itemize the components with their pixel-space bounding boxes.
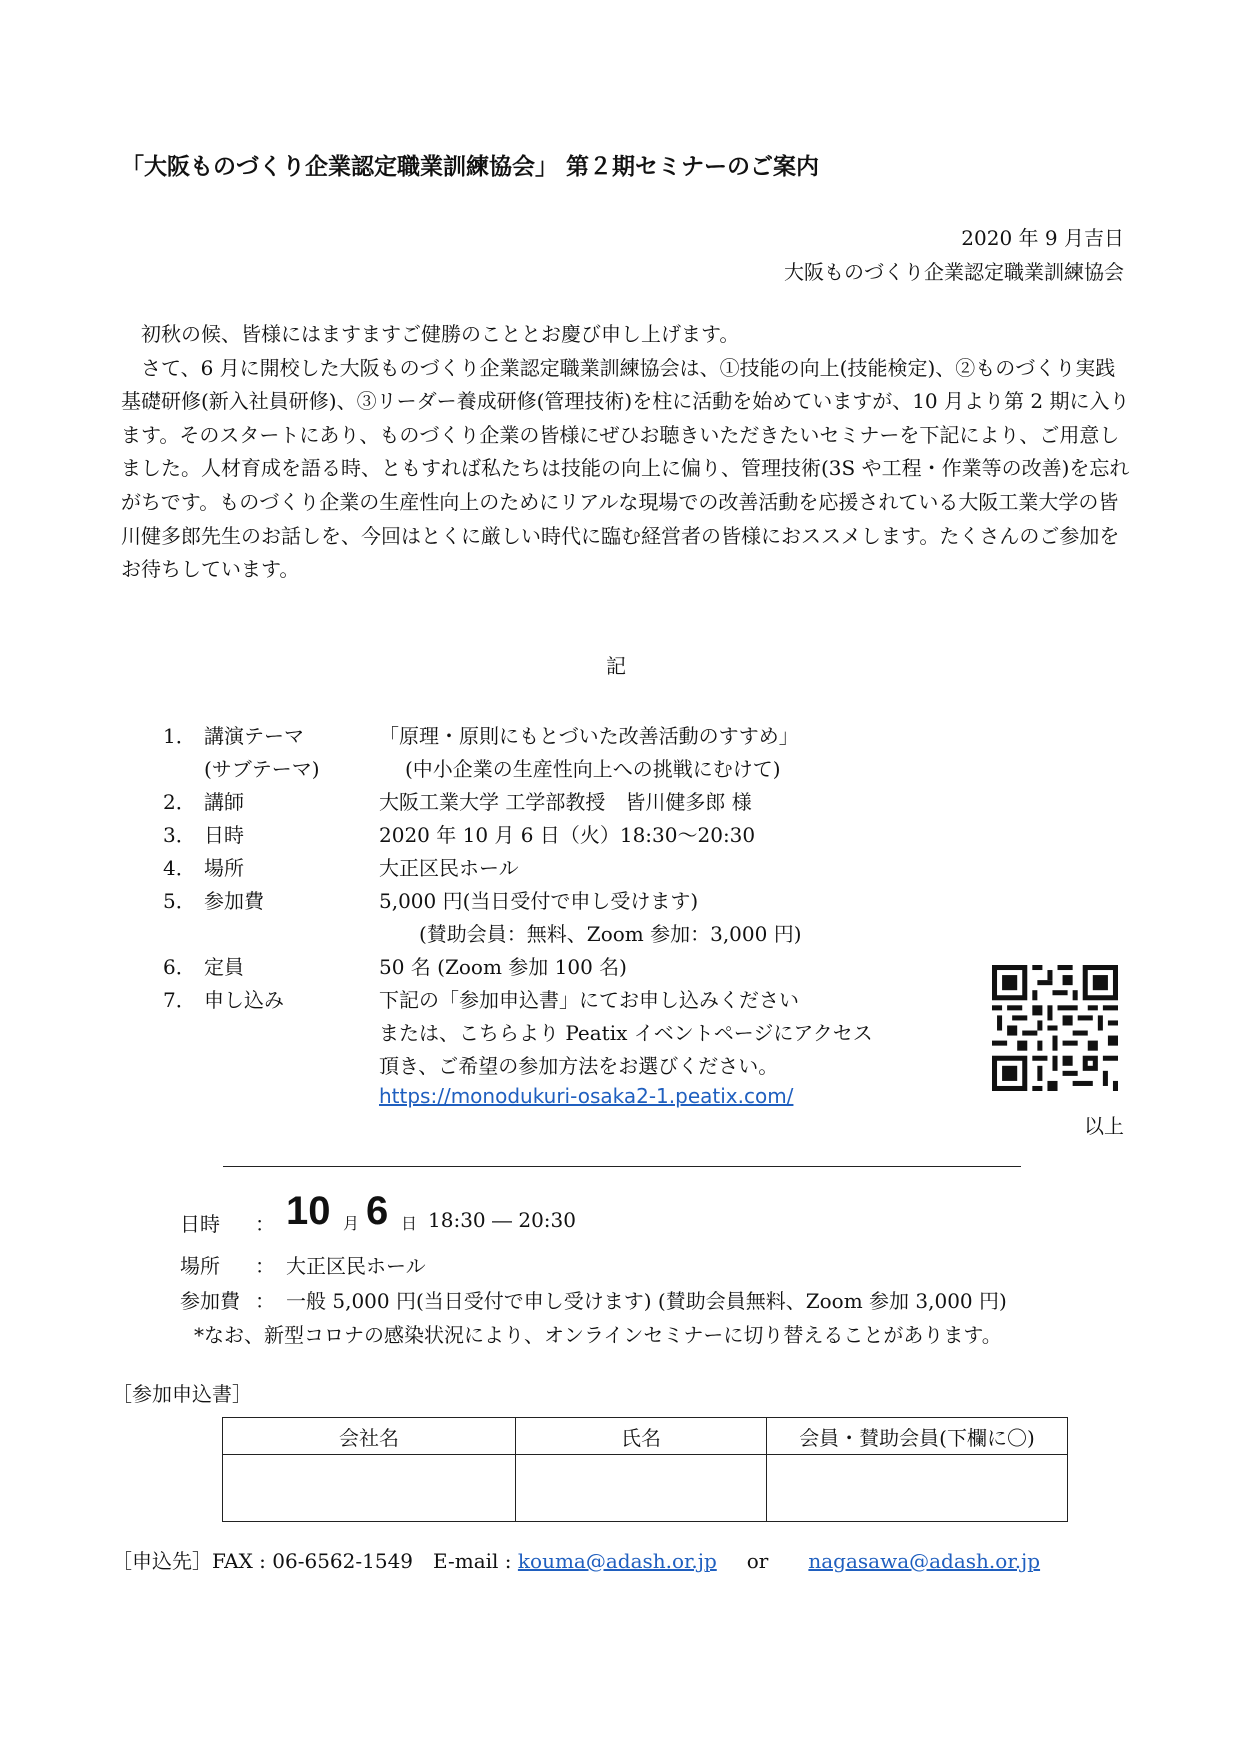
- summary-day-unit: 日: [401, 1214, 418, 1233]
- peatix-link[interactable]: https://monodukuri-osaka2-1.peatix.com/: [379, 1084, 794, 1108]
- column-name: 氏名: [516, 1418, 767, 1455]
- company-cell[interactable]: [223, 1455, 516, 1522]
- intro-paragraph: さて、6 月に開校した大阪ものづくり企業認定職業訓練協会は、①技能の向上(技能検定)、②ものづくり実践基礎研修(新入社員研修)、③リーダー養成研修(管理技術)を柱に活動を始めていますが、10 月より第 2 期に入ります。そのスタートにあり、ものづくり企業の皆様にぜひお聴きいただきたいセミナーを下記により、ご用意しました。人材育成を語る時、ともすれば私たちは技能の向上に偏り、管理技術(3S や工程・作業等の改善)を忘れがちです。ものづくり企業の生産性向上のためにリアルな現場での改善活動を応援されている大阪工業大学の皆川健多郎先生のお話しを、今回はとくに厳しい時代に臨む経営者の皆様におススメします。たくさんのご参加をお待ちしています。: [121, 355, 1130, 582]
- summary-place-label: 場所: [180, 1254, 220, 1278]
- item-label: 講師: [204, 790, 244, 814]
- item-label: (サブテーマ): [204, 757, 320, 781]
- item-label: 参加費: [204, 889, 264, 913]
- email-link-nagasawa[interactable]: nagasawa@adash.or.jp: [808, 1549, 1041, 1573]
- item-label: 場所: [204, 856, 244, 880]
- qr-code-icon: [992, 965, 1118, 1091]
- summary-fee: 一般 5,000 円(当日受付で申し受けます) (賛助会員無料、Zoom 参加 3,000 円): [286, 1289, 1007, 1313]
- divider: [223, 1166, 1021, 1167]
- form-heading: ［参加申込書］: [112, 1382, 252, 1406]
- summary-month: 10: [286, 1189, 331, 1233]
- item-value: または、こちらより Peatix イベントページにアクセス: [379, 1021, 873, 1045]
- item-value: 5,000 円(当日受付で申し受けます): [379, 889, 699, 913]
- column-company: 会社名: [223, 1418, 516, 1455]
- ki-heading: 記: [606, 654, 626, 678]
- item-number: 1．: [163, 724, 196, 748]
- item-value: 下記の「参加申込書」にてお申し込みください: [379, 988, 799, 1012]
- item-value: (賛助会員：無料、Zoom 参加：3,000 円): [419, 922, 802, 946]
- summary-colon: ：: [255, 1254, 275, 1278]
- item-value: (中小企業の生産性向上への挑戦にむけて): [405, 757, 781, 781]
- summary-month-unit: 月: [343, 1214, 360, 1233]
- or-text: or: [746, 1549, 769, 1573]
- item-label: 日時: [204, 823, 244, 847]
- item-number: 7．: [163, 988, 196, 1012]
- intro-text: [121, 318, 1131, 587]
- item-value: 「原理・原則にもとづいた改善活動のすすめ」: [379, 724, 799, 748]
- closing-ijou: 以上: [1084, 1114, 1124, 1138]
- summary-colon: ：: [255, 1289, 275, 1313]
- membership-cell[interactable]: [767, 1455, 1068, 1522]
- summary-note: *なお、新型コロナの感染状況により、オンラインセミナーに切り替えることがあります。: [194, 1323, 1002, 1347]
- name-cell[interactable]: [516, 1455, 767, 1522]
- item-value: 大阪工業大学 工学部教授 皆川健多郎 様: [379, 790, 752, 814]
- organization-line: 大阪ものづくり企業認定職業訓練協会: [784, 260, 1124, 284]
- summary-time: 18:30 ― 20:30: [428, 1208, 576, 1232]
- summary-date-label: 日時: [180, 1212, 220, 1236]
- item-number: 2．: [163, 790, 196, 814]
- item-label: 申し込み: [204, 988, 284, 1012]
- contact-prefix: ［申込先］FAX : 06-6562-1549 E-mail :: [112, 1549, 518, 1573]
- summary-day: 6: [366, 1189, 389, 1233]
- column-membership: 会員・賛助会員(下欄に〇): [767, 1418, 1068, 1455]
- item-label: 定員: [204, 955, 244, 979]
- item-value: 頂き、ご希望の参加方法をお選びください。: [379, 1054, 779, 1078]
- date-line: 2020 年 9 月吉日: [961, 226, 1124, 250]
- item-number: 3．: [163, 823, 196, 847]
- item-number: 5．: [163, 889, 196, 913]
- item-label: 講演テーマ: [204, 724, 304, 748]
- item-number: 6．: [163, 955, 196, 979]
- page-title: 「大阪ものづくり企業認定職業訓練協会」 第２期セミナーのご案内: [121, 154, 820, 180]
- summary-place: 大正区民ホール: [286, 1254, 426, 1278]
- contact-line: [112, 1545, 1040, 1574]
- application-form-table: [222, 1417, 1068, 1522]
- intro-paragraph: 初秋の候、皆様にはますますご健勝のこととお慶び申し上げます。: [121, 322, 740, 346]
- summary-fee-label: 参加費: [180, 1289, 240, 1313]
- summary-colon: ：: [255, 1212, 275, 1236]
- item-number: 4．: [163, 856, 196, 880]
- item-value: 大正区民ホール: [379, 856, 519, 880]
- item-value: 2020 年 10 月 6 日（火）18:30～20:30: [379, 823, 756, 847]
- email-link-kouma[interactable]: kouma@adash.or.jp: [517, 1549, 717, 1573]
- item-value: 50 名 (Zoom 参加 100 名): [379, 955, 627, 979]
